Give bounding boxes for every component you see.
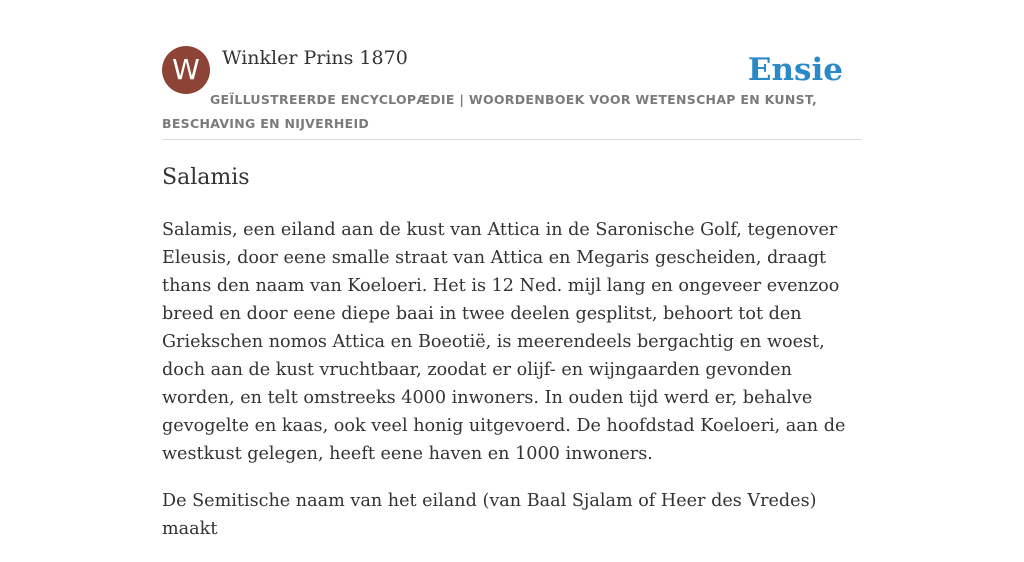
- source-title[interactable]: Winkler Prins 1870: [222, 47, 408, 69]
- header: [162, 46, 862, 140]
- entry-body: [162, 216, 864, 562]
- entry-paragraph: Salamis, een eiland aan de kust van Attica in de Saronische Golf, tegenover Eleusis, door eene smalle straat van Attica en Megaris gescheiden, draagt thans den naam van Koeloeri. Het is 12 Ned. mijl lang en ongeveer evenzoo breed en door eene diepe baai in twee deelen gesplitst, behoort tot den Griekschen nomos Attica en Boeotië, is meerendeels bergachtig en woest, doch aan de kust vruchtbaar, zoodat er olijf- en wijngaarden gevonden worden, en telt omstreeks 4000 inwoners. In ouden tijd werd er, behalve gevogelte en kaas, ook veel honig uitgevoerd. De hoofdstad Koeloeri, aan de westkust gelegen, heeft eene haven en 1000 inwoners.: [162, 220, 846, 464]
- ensie-logo-link[interactable]: Ensie: [747, 52, 843, 88]
- entry-paragraph: De Semitische naam van het eiland (van Baal Sjalam of Heer des Vredes) maakt: [162, 491, 817, 539]
- source-avatar[interactable]: W: [162, 46, 210, 94]
- source-subtitle: GEÏLLUSTREERDE ENCYCLOPÆDIE | WOORDENBOEK VOOR WETENSCHAP EN KUNST, BESCHAVING EN NIJVERHEID: [162, 92, 818, 131]
- entry-title: Salamis: [162, 165, 250, 190]
